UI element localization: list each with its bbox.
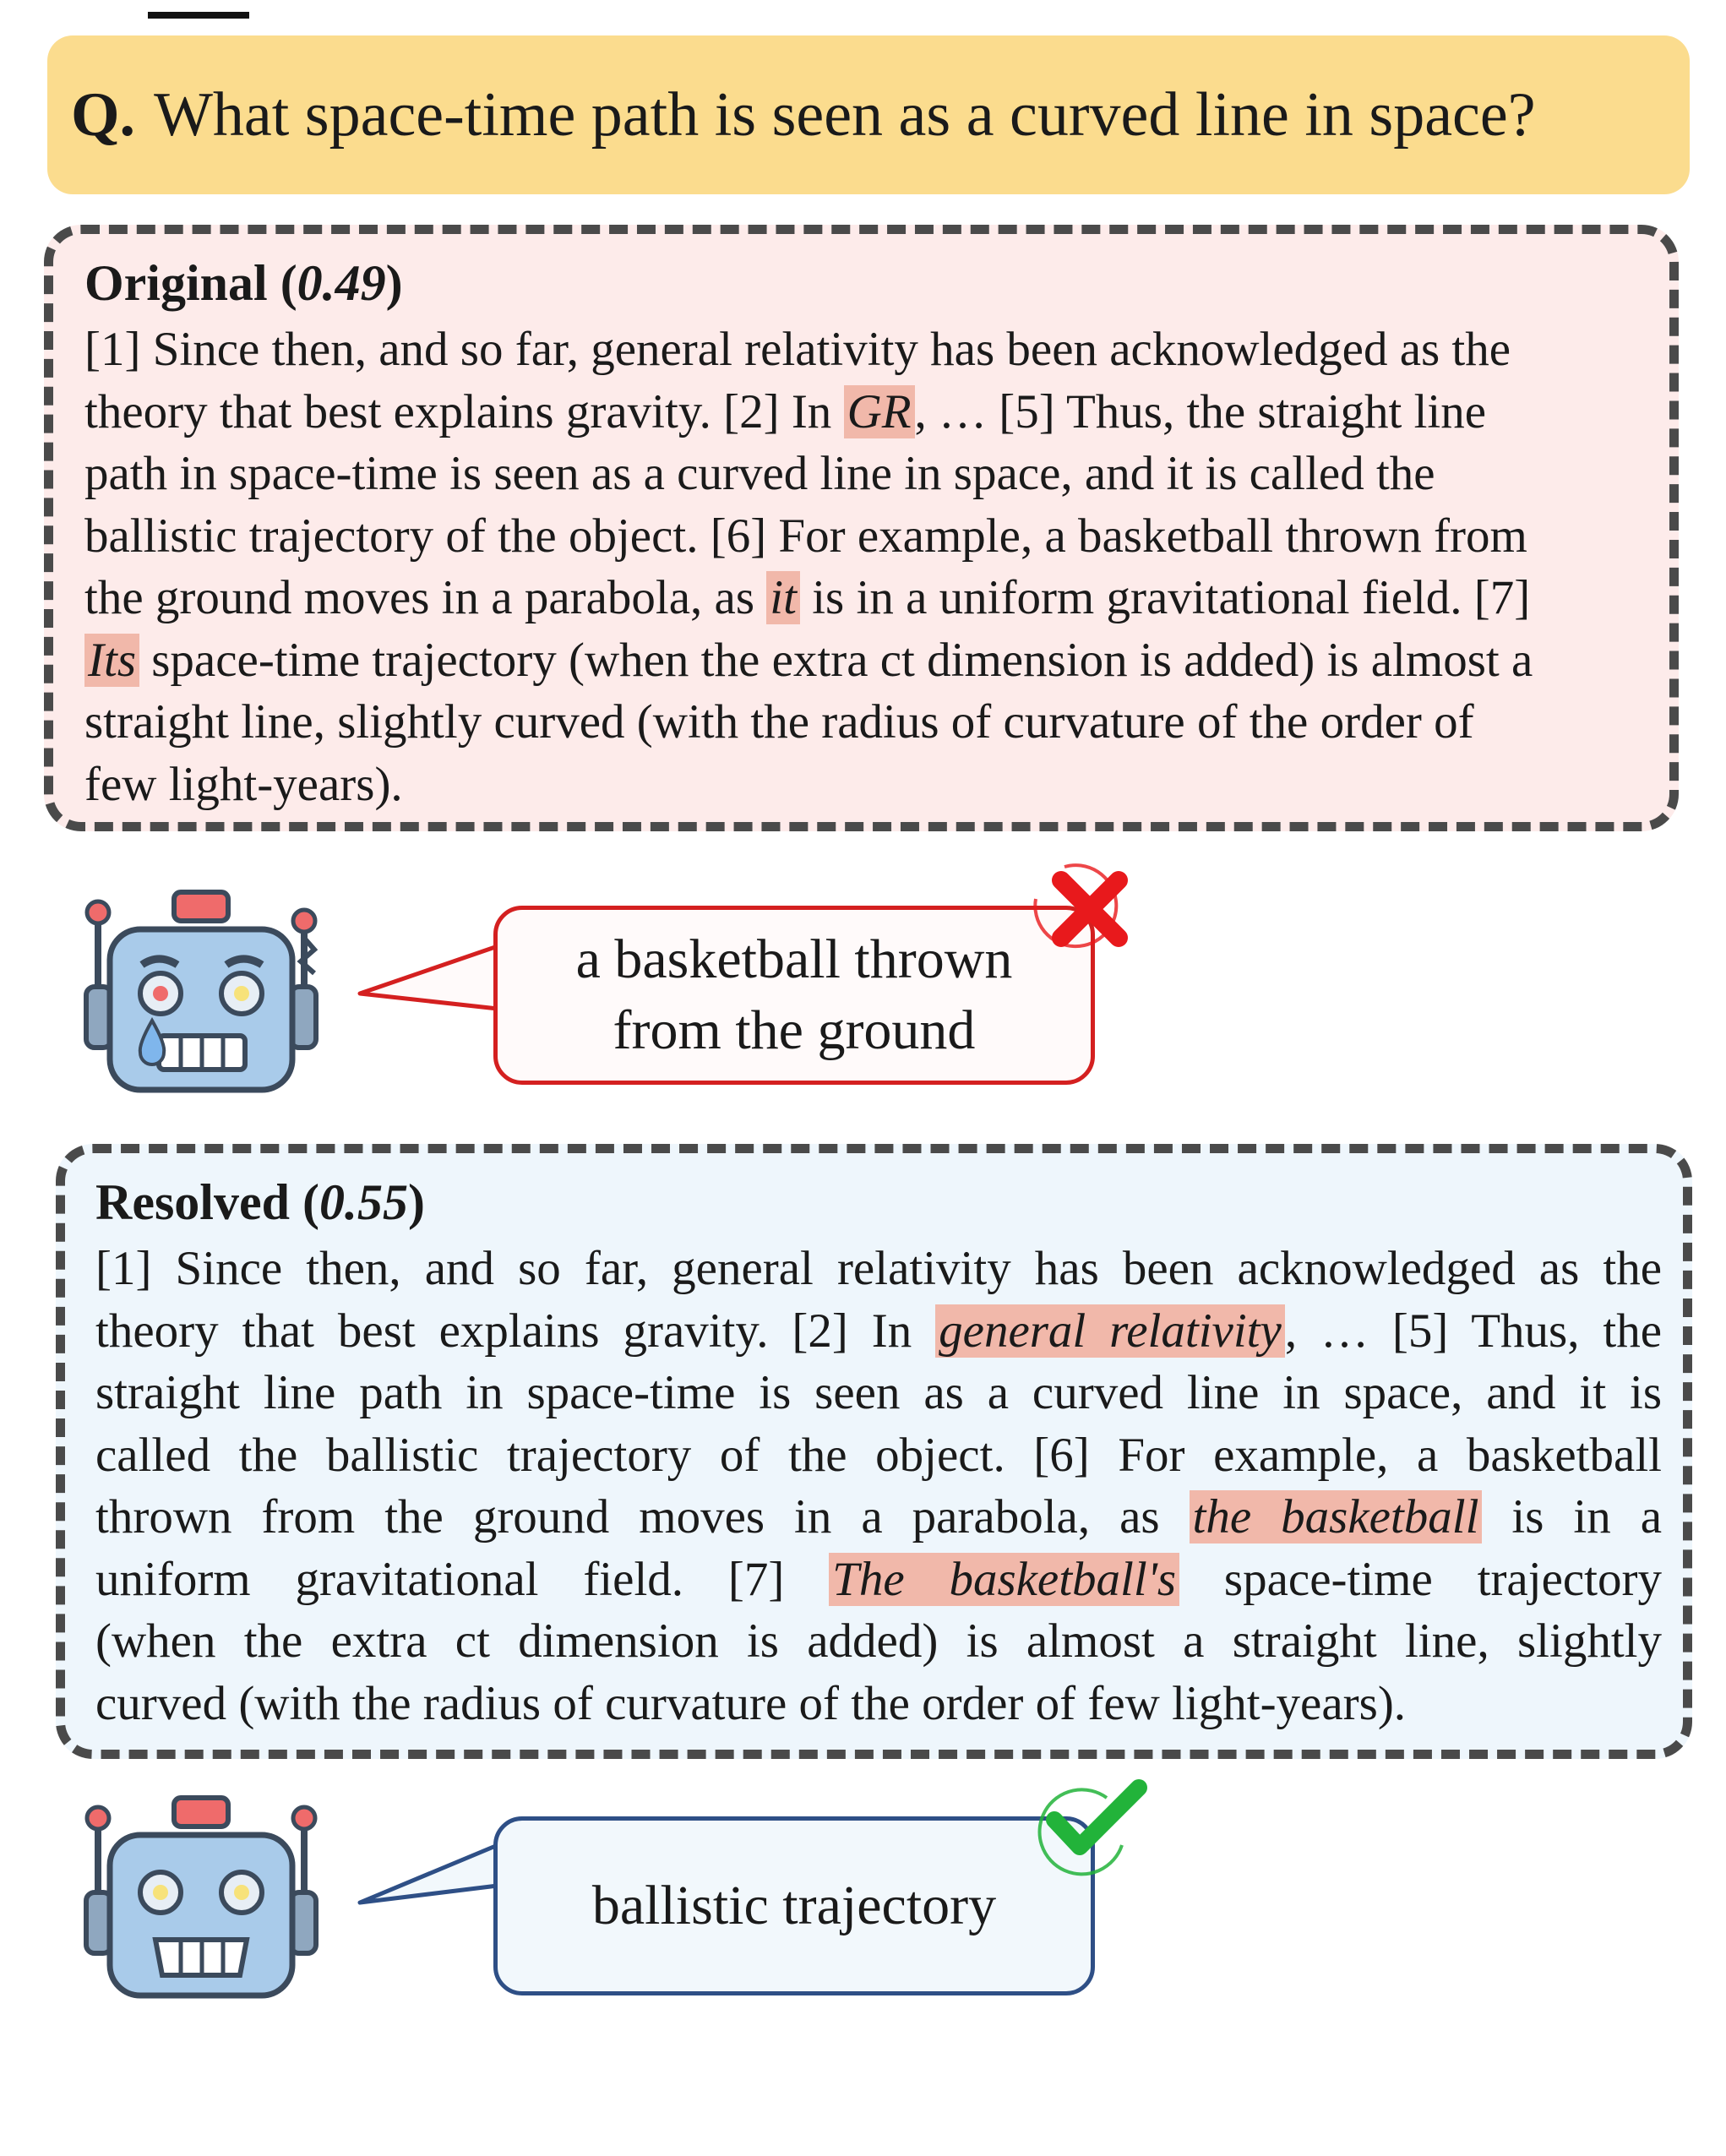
passage-line: [95, 1486, 1662, 1549]
wrong-bubble-tail: [353, 938, 502, 1022]
coreference-highlight: the basketball: [1190, 1490, 1483, 1544]
passage-text: is in a: [1482, 1490, 1662, 1544]
passage-line: [84, 318, 1533, 381]
check-mark-icon: [1022, 1772, 1149, 1891]
passage-text: theory that best explains gravity. [2] In: [84, 384, 844, 438]
passage-line: [95, 1238, 1662, 1300]
wrong-answer-line-1: a basketball thrown: [575, 928, 1013, 990]
right-answer-text: ballistic trajectory: [591, 1875, 997, 1936]
passage-text: is in a uniform gravitational field. [7]: [799, 571, 1531, 624]
passage-text: thrown from the ground moves in a parabola, as: [95, 1490, 1190, 1544]
passage-text: path in space-time is seen as a curved line in space, and it is called the: [84, 447, 1435, 500]
resolved-passage-box: [56, 1144, 1692, 1759]
question-banner: [47, 35, 1690, 194]
original-title: Original (0.49): [84, 255, 403, 311]
passage-text: few light-years).: [84, 757, 403, 811]
passage-line: [84, 443, 1533, 505]
coreference-highlight: it: [766, 571, 800, 624]
passage-line: [95, 1424, 1662, 1487]
passage-text: uniform gravitational field. [7]: [95, 1552, 830, 1606]
original-passage-text: [84, 318, 1533, 815]
passage-text: , … [5] Thus, the: [1284, 1304, 1662, 1358]
passage-line: [95, 1549, 1662, 1611]
wrong-answer-line-2: from the ground: [613, 999, 976, 1061]
coreference-highlight: Its: [84, 634, 139, 687]
cross-mark-icon: [1010, 857, 1137, 975]
question-prefix: Q.: [71, 79, 136, 150]
passage-text: curved (with the radius of curvature of the order of few light-years).: [95, 1676, 1407, 1730]
happy-robot-icon: [74, 1784, 328, 2004]
passage-line: [84, 691, 1533, 754]
clipped-title-fragment: [148, 0, 249, 19]
passage-line: [95, 1610, 1662, 1673]
passage-line: [84, 381, 1533, 444]
original-passage-box: [44, 225, 1679, 831]
passage-line: [84, 754, 1533, 816]
passage-line: [95, 1362, 1662, 1424]
confused-robot-icon: [74, 879, 328, 1098]
passage-text: space-time trajectory (when the extra ct dimension is added) is almost a: [139, 633, 1533, 687]
passage-line: [84, 505, 1533, 568]
passage-text: called the ballistic trajectory of the object. [6] For example, a basketball: [95, 1428, 1662, 1482]
question-text: What space-time path is seen as a curved line in space?: [154, 79, 1536, 150]
right-bubble-tail: [353, 1838, 502, 1923]
passage-line: [84, 567, 1533, 629]
coreference-highlight: general relativity: [935, 1304, 1285, 1358]
passage-text: [1] Since then, and so far, general relativity has been acknowledged as the: [84, 323, 1511, 376]
passage-text: the ground moves in a parabola, as: [84, 571, 767, 624]
wrong-answer-bubble: [493, 906, 1095, 1085]
passage-text: [1] Since then, and so far, general relativity has been acknowledged as the: [95, 1242, 1662, 1295]
passage-text: straight line path in space-time is seen as a curved line in space, and it is: [95, 1366, 1662, 1419]
resolved-passage-text: [95, 1238, 1662, 1734]
passage-text: , … [5] Thus, the straight line: [914, 384, 1487, 438]
passage-line: [95, 1673, 1662, 1735]
coreference-highlight: GR: [844, 385, 915, 438]
passage-text: theory that best explains gravity. [2] In: [95, 1304, 936, 1358]
coreference-highlight: The basketball's: [829, 1553, 1179, 1606]
passage-text: straight line, slightly curved (with the radius of curvature of the order of: [84, 695, 1474, 749]
passage-text: (when the extra ct dimension is added) is almost a straight line, slightly: [95, 1614, 1662, 1668]
passage-text: space-time trajectory: [1179, 1552, 1662, 1606]
passage-text: ballistic trajectory of the object. [6] For example, a basketball thrown from: [84, 509, 1527, 563]
resolved-title: Resolved (0.55): [95, 1174, 425, 1230]
right-answer-bubble: [493, 1816, 1095, 1995]
passage-line: [95, 1300, 1662, 1363]
passage-line: [84, 629, 1533, 692]
